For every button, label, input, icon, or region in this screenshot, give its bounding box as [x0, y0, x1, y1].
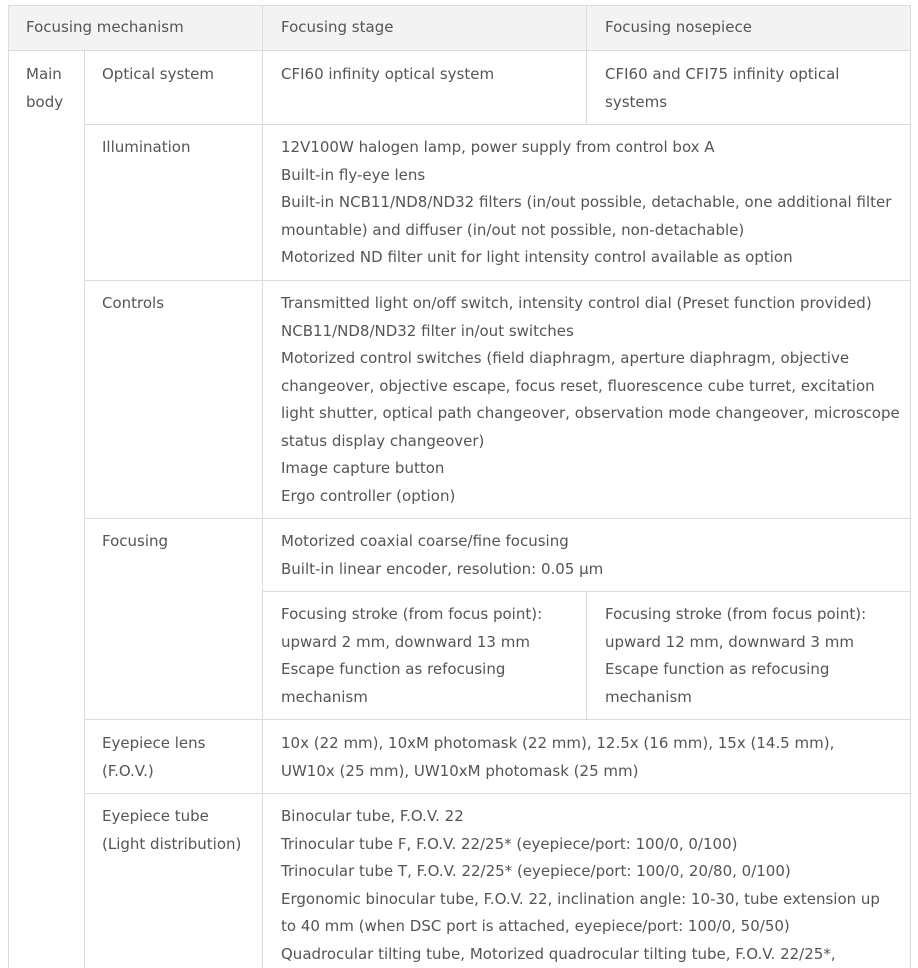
row-label-illumination: Illumination	[102, 138, 191, 156]
row-label-controls: Controls	[102, 294, 165, 312]
illumination-value: 12V100W halogen lamp, power supply from control box A Built-in fly-eye lens Built-in NCB11/ND8/ND32 filters (in/out possible, detachable, one additional filter mountable) and diffuser (in/out not possible, non-detachable) Motorized ND filter unit for light intensity control available as option	[281, 138, 892, 266]
table-border-top	[8, 5, 911, 6]
focusing-stage-value: Focusing stroke (from focus point): upward 2 mm, downward 13 mm Escape function as refocusing mechanism	[281, 605, 543, 706]
row-label-focusing: Focusing	[102, 532, 169, 550]
header-divider	[8, 50, 911, 51]
header-focusing-nosepiece: Focusing nosepiece	[605, 18, 752, 36]
header-focusing-stage: Focusing stage	[281, 18, 394, 36]
focusing-common-value: Motorized coaxial coarse/fine focusing Built-in linear encoder, resolution: 0.05 μm	[281, 532, 604, 578]
row-divider	[84, 793, 911, 794]
controls-value: Transmitted light on/off switch, intensity control dial (Preset function provided) NCB11/ND8/ND32 filter in/out switches Motorized control switches (field diaphragm, aperture diaphragm, objective changeover, objective escape, focus reset, fluorescence cube turret, excitation light shutter, optical path changeover, observation mode changeover, microscope status display changeover) Image capture button Ergo controller (option)	[281, 294, 900, 505]
eyepiece-lens-value: 10x (22 mm), 10xM photomask (22 mm), 12.5x (16 mm), 15x (14.5 mm), UW10x (25 mm), UW10xM photomask (25 mm)	[281, 734, 835, 780]
row-divider	[84, 280, 911, 281]
row-divider	[84, 719, 911, 720]
row-divider	[84, 124, 911, 125]
row-label-optical-system: Optical system	[102, 65, 214, 83]
eyepiece-tube-value: Binocular tube, F.O.V. 22 Trinocular tube F, F.O.V. 22/25* (eyepiece/port: 100/0, 0/100) Trinocular tube T, F.O.V. 22/25* (eyepiece/port: 100/0, 20/80, 0/100) Ergonomic binocular tube, F.O.V. 22, inclination angle: 10-30, tube extension up to 40 mm (when DSC port is attached, eyepiece/port: 100/0, 50/50) Quadrocular tilting tube, Motorized quadrocular tilting tube, F.O.V. 22/25*,	[281, 807, 880, 963]
group-label-main-body: Main body	[26, 65, 64, 111]
focusing-nosepiece-value: Focusing stroke (from focus point): upward 12 mm, downward 3 mm Escape function as refocusing mechanism	[605, 605, 867, 706]
row-label-eyepiece-tube: Eyepiece tube (Light distribution)	[102, 807, 242, 853]
row-divider	[84, 518, 911, 519]
table-border-left	[8, 5, 9, 968]
row-label-eyepiece-lens: Eyepiece lens (F.O.V.)	[102, 734, 206, 780]
optical-system-nosepiece-value: CFI60 and CFI75 infinity optical systems	[605, 65, 840, 111]
header-focusing-mechanism: Focusing mechanism	[26, 18, 184, 36]
optical-system-stage-value: CFI60 infinity optical system	[281, 65, 495, 83]
